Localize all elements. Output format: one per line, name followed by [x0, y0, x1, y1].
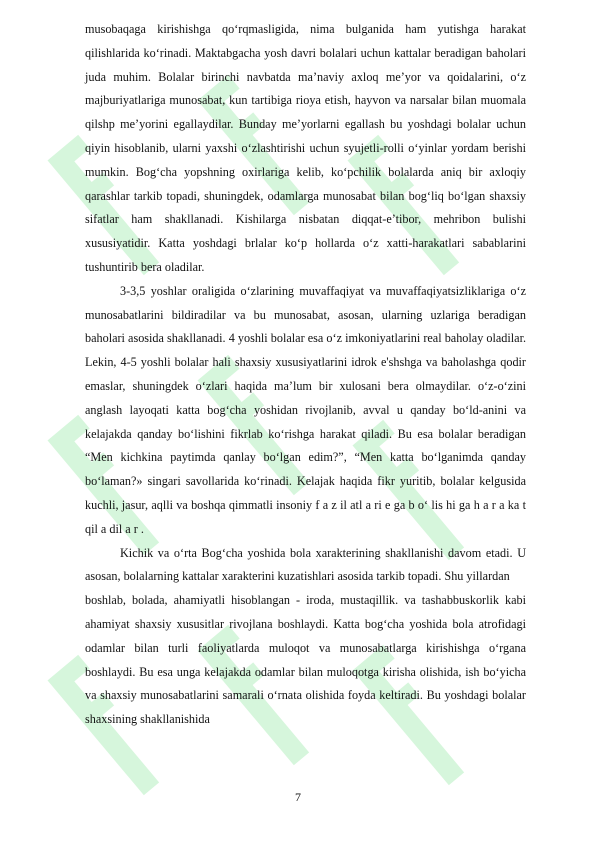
paragraph-1: musobaqaga kirishishga qo‘rqmasligida, nima bulganida ham yutishga harakat qilishlarida ko‘rinadi. Maktabgacha yosh davri bolalari uchun kattalar beradigan baholari juda muhim. Bolalar birinchi navbatda ma’naviy axloq me’yor va qoidalarini, o‘z majburiyatlariga munosabat, kun tartibiga rioya etish, hayvon va narsalar bilan muomala qilshp me’yorini egallaydilar. Bunday me’yorlarni egallash bu yoshdagi bolalar uchun qiyin hisoblanib, ularni yaxshi o‘zlashtirishi uchun syujetli-rolli o‘yinlar yordam berishi mumkin. Bog‘cha yopshning oxirlariga kelib, ko‘pchilik bolalarda aniq bir axloqiy qarashlar tarkib topadi, shuningdek, odamlarga munosabat bilan bog‘liq bo‘lgan shaxsiy sifatlar ham shakllanadi. Kishilarga nisbatan diqqat-e’tibor, mehribon bulishi xususiyatidir. Katta yoshdagi brlalar ko‘p hollarda o‘z xatti-harakatlari sabablarini tushuntirib bera oladilar. [85, 22, 526, 274]
page-number: 7 [295, 790, 301, 804]
document-body [85, 18, 526, 732]
paragraph-3: Kichik va o‘rta Bog‘cha yoshida bola xarakterining shakllanishi davom etadi. U asosan, bolalarning kattalar xarakterini kuzatishlari asosida tarkib topadi. Shu yillardan [85, 545, 526, 584]
paragraph-2: 3-3,5 yoshlar oraligida o‘zlarining muvaffaqiyat va muvaffaqiyatsizliklariga o‘z munosabatlarini bildiradilar va bu munosabat, asosan, ularning uzlariga beradigan baholari asosida shakllanadi. 4 yoshli bolalar esa o‘z imkoniyatlarini real baholay oladilar. Lekin, 4-5 yoshli bolalar hali shaxsiy xususiyatlarini idrok e'shshga va baholashga qodir emaslar, shuningdek o‘zlari haqida ma’lum bir xulosani bera olmaydilar. o‘z-o‘zini anglash layoqati katta bog‘cha yoshidan rivojlanib, avval u qanday bo‘ld-anini va kelajakda qanday bo‘lishini fikrlab ko‘rishga harakat qiladi. Bu esa bolalar beradigan “Men kichkina paytimda qanlay bo‘lgan edim?”, “Men katta bo‘lganimda qanday bo‘laman?» singari savollarida ko‘rinadi. Kelajak haqida fikr yuritib, bolalar kelgusida kuchli, jasur, aqlli va boshqa qimmatli insoniy f a z il atl a ri e ga b o‘ lis hi ga h a r a ka t qil a dil a r . [85, 283, 526, 536]
paragraph-4: boshlab, bolada, ahamiyatli hisoblangan - iroda, mustaqillik. va tashabbuskorlik kabi ahamiyat shaxsiy xususitlar rivojlana boshlaydi. Katta bog‘cha yoshida bola atrofidagi odamlar bilan turli faoliyatlarda muloqot va munosabatlarga kirishishga o‘rgana boshlaydi. Bu esa unga kelajakda odamlar bilan muloqotga kirisha olishida, ish bo‘yicha va shaxsiy munosabatlarini samarali o‘rnata olishida foyda keltiradi. Bu yoshdagi bolalar shaxsining shakllanishida [85, 593, 526, 727]
